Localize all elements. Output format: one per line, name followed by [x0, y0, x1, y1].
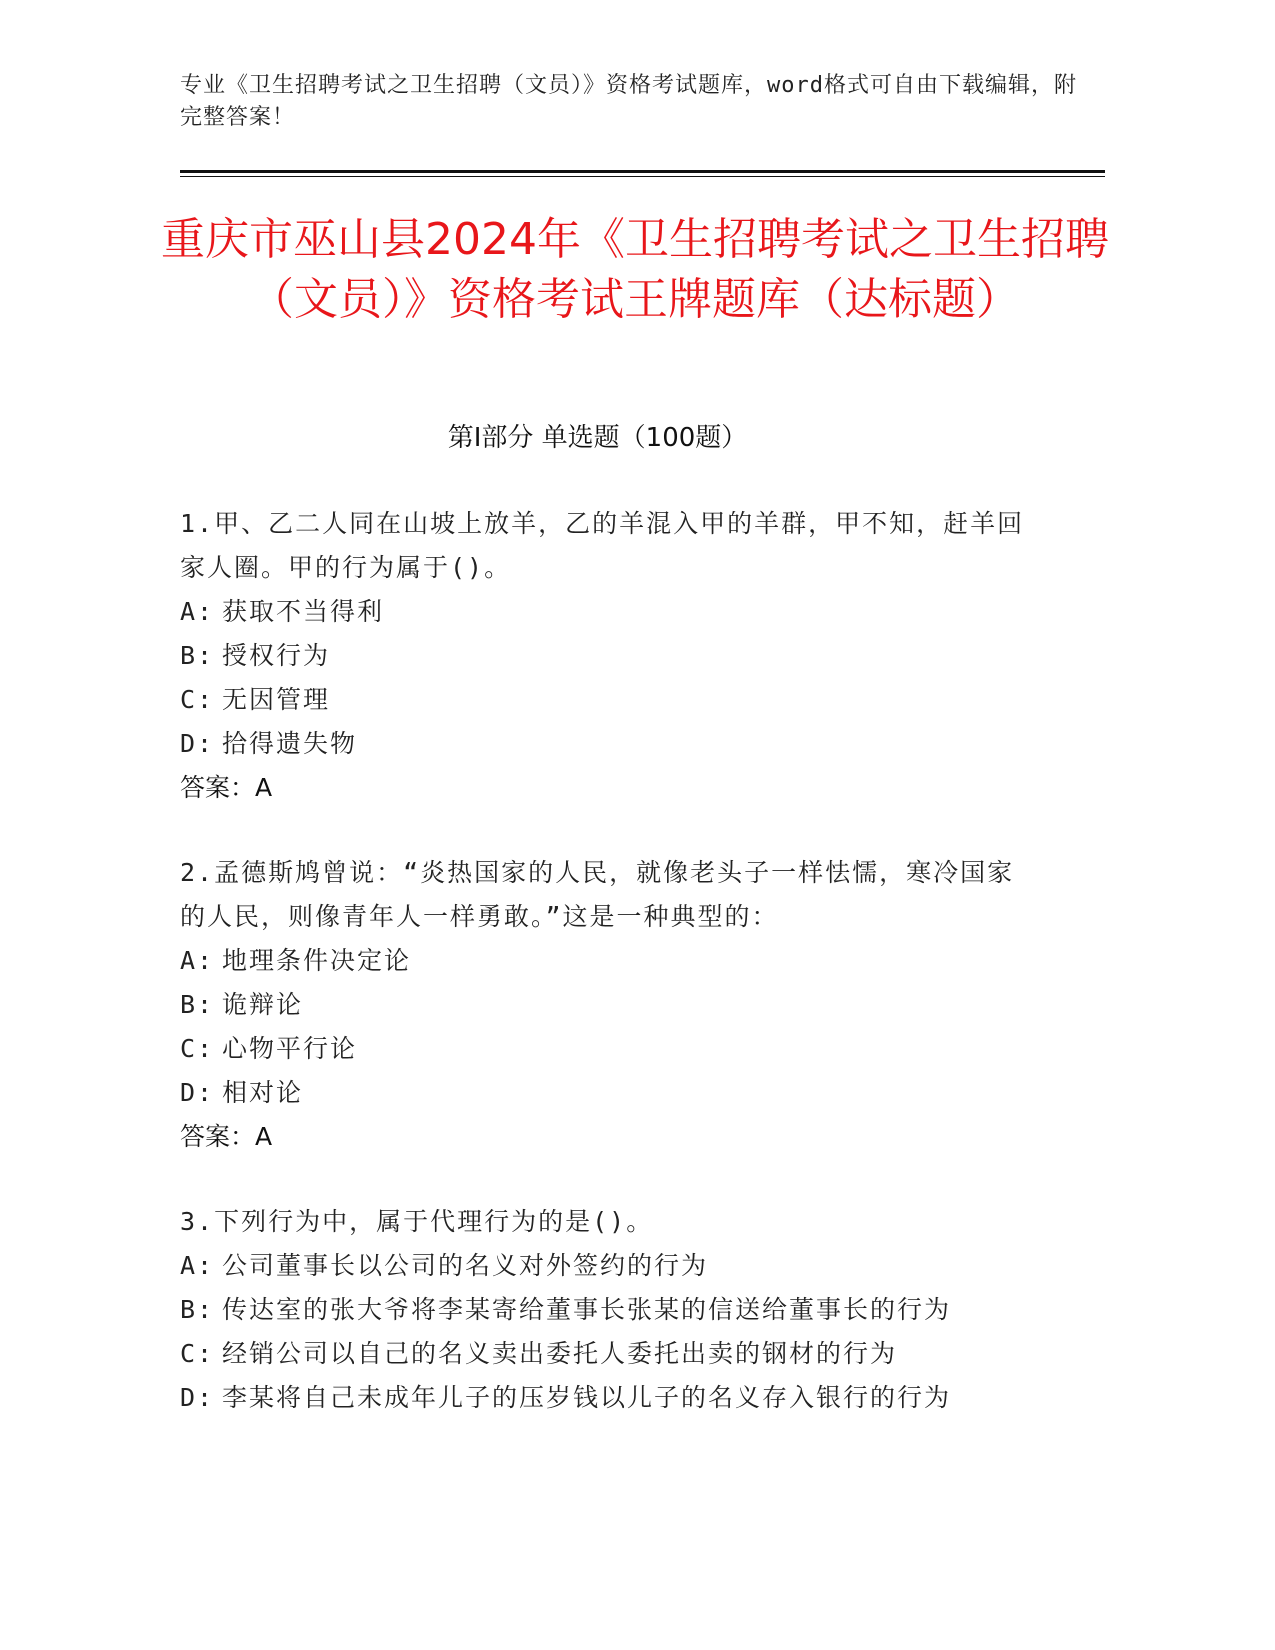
option-text: 诡辩论	[222, 990, 304, 1019]
option-text: 相对论	[222, 1078, 304, 1107]
option-key: B:	[180, 990, 215, 1019]
option-key: A:	[180, 597, 215, 626]
option-key: B:	[180, 1295, 215, 1324]
option-text: 心物平行论	[222, 1034, 358, 1063]
option-text: 公司董事长以公司的名义对外签约的行为	[222, 1251, 709, 1280]
option-text: 拾得遗失物	[222, 729, 358, 758]
question-3-option-b	[180, 1288, 1080, 1332]
header-divider-thin	[180, 176, 1105, 177]
header-note: 专业《卫生招聘考试之卫生招聘（文员）》资格考试题库，word格式可自由下载编辑，附完整答案！	[180, 73, 1077, 130]
question-3-option-d	[180, 1376, 1080, 1420]
question-3-option-c	[180, 1332, 1080, 1376]
question-2-stem: 2.孟德斯鸠曾说：“炎热国家的人民，就像老头子一样怯懦，寒冷国家的人民，则像青年人一样勇敢。”这是一种典型的：	[180, 858, 1015, 931]
question-2-answer: 答案：A	[180, 1122, 273, 1151]
option-text: 传达室的张大爷将李某寄给董事长张某的信送给董事长的行为	[222, 1295, 952, 1324]
question-2	[180, 851, 1040, 1159]
option-key: D:	[180, 729, 215, 758]
option-key: D:	[180, 1383, 215, 1412]
question-2-option-d	[180, 1071, 1040, 1115]
header-divider-thick	[180, 170, 1105, 173]
option-text: 李某将自己未成年儿子的压岁钱以儿子的名义存入银行的行为	[222, 1383, 952, 1412]
question-3-stem: 3.下列行为中，属于代理行为的是()。	[180, 1207, 654, 1236]
option-key: C:	[180, 1034, 215, 1063]
question-1-option-d	[180, 722, 1040, 766]
option-key: A:	[180, 1251, 215, 1280]
option-text: 获取不当得利	[222, 597, 385, 626]
section-heading: 第Ⅰ部分 单选题（100题）	[447, 423, 748, 453]
option-text: 授权行为	[222, 641, 331, 670]
option-key: C:	[180, 685, 215, 714]
question-3-option-a	[180, 1244, 1080, 1288]
option-text: 地理条件决定论	[222, 946, 412, 975]
question-2-option-a	[180, 939, 1040, 983]
question-1	[180, 502, 1040, 810]
document-title: 重庆市巫山县2024年《卫生招聘考试之卫生招聘（文员）》资格考试王牌题库（达标题）	[161, 214, 1109, 325]
option-key: D:	[180, 1078, 215, 1107]
option-key: B:	[180, 641, 215, 670]
option-text: 经销公司以自己的名义卖出委托人委托出卖的钢材的行为	[222, 1339, 898, 1368]
option-text: 无因管理	[222, 685, 331, 714]
question-2-option-b	[180, 983, 1040, 1027]
question-3	[180, 1200, 1080, 1420]
question-1-stem: 1.甲、乙二人同在山坡上放羊，乙的羊混入甲的羊群，甲不知，赶羊回家人圈。甲的行为属于()。	[180, 509, 1025, 582]
option-key: C:	[180, 1339, 215, 1368]
question-1-option-c	[180, 678, 1040, 722]
question-2-option-c	[180, 1027, 1040, 1071]
question-1-answer: 答案：A	[180, 773, 273, 802]
question-1-option-a	[180, 590, 1040, 634]
question-1-option-b	[180, 634, 1040, 678]
option-key: A:	[180, 946, 215, 975]
